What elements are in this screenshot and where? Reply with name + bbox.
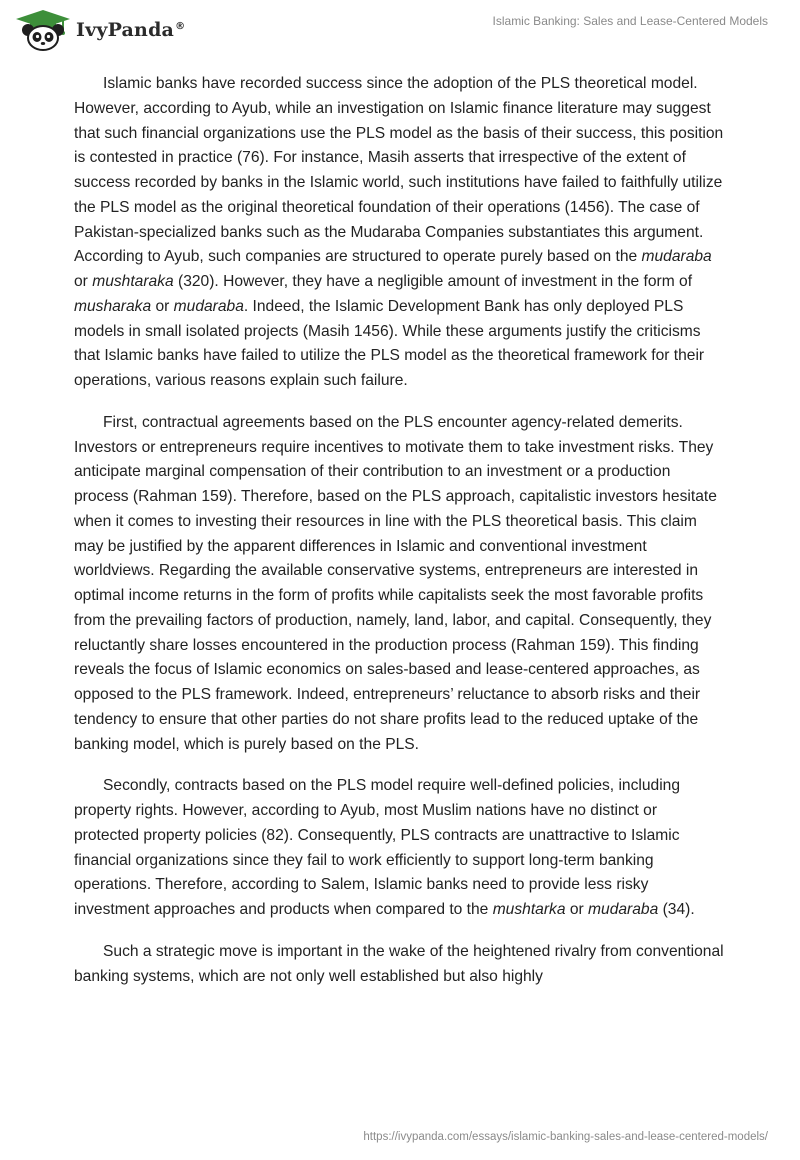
source-url-link[interactable]: https://ivypanda.com/essays/islamic-banking-sales-and-lease-centered-models/ bbox=[363, 1131, 768, 1143]
brand-name: IvyPanda® bbox=[76, 19, 186, 41]
panda-graduate-icon bbox=[14, 8, 72, 52]
paragraph-3: Secondly, contracts based on the PLS model require well-defined policies, including property rights. However, according to Ayub, most Muslim nations have no distinct or protected property policies (82). Consequently, PLS contracts are unattractive to Islamic financial organizations since they fail to work efficiently to support long-term banking operations. Therefore, according to Salem, Islamic banks need to provide less risky investment approaches and products when compared to the mushtarka or mudaraba (34). bbox=[74, 777, 695, 918]
paragraph-2: First, contractual agreements based on the PLS encounter agency-related demerits. Investors or entrepreneurs require incentives to motivate them to take investment risks. They anticipate marginal compensation of their contribution to an investment or a production process (Rahman 159). Therefore, based on the PLS approach, capitalistic investors hesitate when it comes to investing their resources in line with the PLS theoretical basis. This claim may be justified by the apparent differences in Islamic and conventional investment worldviews. Regarding the available conservative systems, entrepreneurs are interested in optimal income returns in the form of profits while capitalists seek the most favorable profits from the prevailing factors of production, namely, land, labor, and capital. Consequently, they reluctantly share losses encountered in the production process (Rahman 159). This finding reveals the focus of Islamic economics on sales-based and lease-centered approaches, as opposed to the PLS framework. Indeed, entrepreneurs’ reluctance to absorb risks and their tendency to ensure that other parties do not share profits lead to the reduced uptake of the banking model, which is purely based on the PLS. bbox=[74, 413, 717, 753]
article-body bbox=[74, 72, 724, 1006]
paragraph-4: Such a strategic move is important in the wake of the heightened rivalry from conventional banking systems, which are not only well established but also highly bbox=[74, 942, 724, 985]
running-title: Islamic Banking: Sales and Lease-Centered Models bbox=[492, 14, 768, 28]
page-header bbox=[0, 0, 800, 60]
paragraph-1: Islamic banks have recorded success since the adoption of the PLS theoretical model. However, according to Ayub, while an investigation on Islamic finance literature may suggest that such financial organizations use the PLS model as the basis of their success, this position is contested in practice (76). For instance, Masih asserts that irrespective of the extent of success recorded by banks in the Islamic world, such institutions have failed to faithfully utilize the PLS model as the original theoretical foundation of their operations (1456). The case of Pakistan-specialized banks such as the Mudaraba Companies substantiates this argument. According to Ayub, such companies are structured to operate purely based on the mudaraba or mushtaraka (320). However, they have a negligible amount of investment in the form of musharaka or mudaraba. Indeed, the Islamic Development Bank has only deployed PLS models in small isolated projects (Masih 1456). While these arguments justify the criticisms that Islamic banks have failed to utilize the PLS model as the theoretical framework for their operations, various reasons explain such failure. bbox=[74, 75, 724, 389]
registered-mark: ® bbox=[175, 20, 186, 32]
brand-logo[interactable] bbox=[14, 8, 185, 52]
